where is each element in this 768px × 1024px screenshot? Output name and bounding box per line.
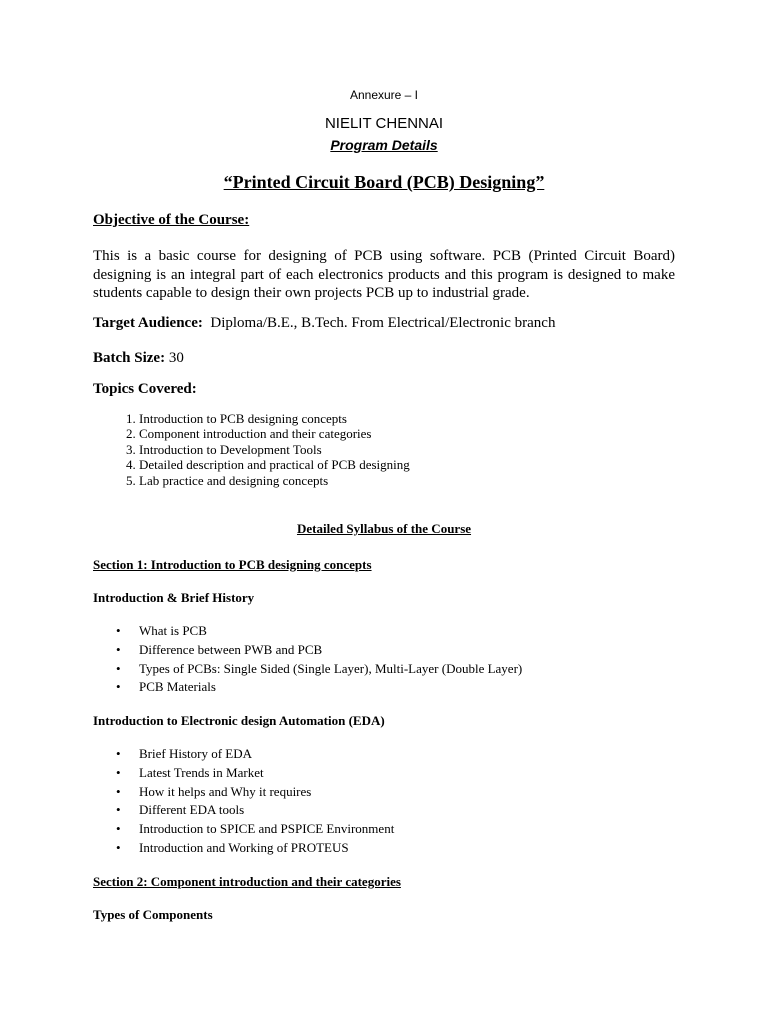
eda-heading: Introduction to Electronic design Automation (EDA)	[93, 713, 385, 728]
list-item-text: Difference between PWB and PCB	[139, 641, 323, 657]
types-of-components-heading: Types of Components	[93, 907, 213, 922]
bullet-icon: •	[116, 641, 121, 657]
list-item	[116, 641, 522, 660]
topics-list	[93, 411, 410, 488]
program-details-heading: Program Details	[330, 137, 438, 153]
list-item: 4. Detailed description and practical of PCB designing	[139, 457, 410, 472]
bullet-icon: •	[116, 839, 121, 855]
list-item-text: Different EDA tools	[139, 802, 245, 818]
objective-text: This is a basic course for designing of PCB using software. PCB (Printed Circuit Board) designing is an integral part of each electronics products and this program is designed to make students capable to design their own projects PCB up to industrial grade.	[93, 248, 675, 301]
annexure-label: Annexure – I	[349, 88, 419, 102]
eda-list	[93, 745, 394, 858]
bullet-icon: •	[116, 802, 121, 818]
list-item	[116, 783, 394, 802]
bullet-icon: •	[116, 821, 121, 837]
list-item-text: Latest Trends in Market	[139, 764, 264, 780]
batch-size	[93, 350, 184, 367]
list-item	[116, 660, 523, 679]
bullet-icon: •	[116, 623, 121, 638]
list-item-text: Introduction and Working of PROTEUS	[139, 839, 349, 855]
list-item-text: PCB Materials	[139, 679, 216, 695]
topics-heading: Topics Covered:	[93, 381, 197, 397]
list-item	[116, 745, 394, 764]
syllabus-heading: Detailed Syllabus of the Course	[296, 521, 472, 536]
target-audience-value: Diploma/B.E., B.Tech. From Electrical/Electronic branch	[210, 315, 556, 331]
list-item	[116, 801, 394, 820]
batch-size-label: Batch Size:	[93, 350, 166, 366]
list-item-text: Introduction to SPICE and PSPICE Environment	[139, 821, 395, 837]
list-item-text: Types of PCBs: Single Sided (Single Layer), Multi-Layer (Double Layer)	[139, 660, 523, 676]
list-item	[116, 839, 394, 858]
intro-history-list	[93, 622, 522, 697]
list-item: 5. Lab practice and designing concepts	[139, 473, 410, 488]
list-item-text: How it helps and Why it requires	[139, 783, 312, 799]
bullet-icon: •	[116, 764, 121, 780]
list-item-text: Brief History of EDA	[139, 746, 253, 761]
batch-size-value: 30	[168, 350, 184, 366]
bullet-icon: •	[116, 679, 121, 695]
objective-heading: Objective of the Course:	[93, 212, 250, 228]
target-audience-label: Target Audience:	[93, 315, 203, 331]
intro-history-heading: Introduction & Brief History	[93, 590, 255, 605]
list-item: 1. Introduction to PCB designing concepts	[139, 411, 410, 426]
list-item	[116, 622, 522, 641]
bullet-icon: •	[116, 660, 121, 676]
bullet-icon: •	[116, 746, 121, 761]
list-item	[116, 764, 394, 783]
list-item: 2. Component introduction and their categories	[139, 426, 410, 441]
course-title: “Printed Circuit Board (PCB) Designing”	[223, 172, 545, 192]
bullet-icon: •	[116, 783, 121, 799]
list-item-text: What is PCB	[139, 623, 207, 638]
target-audience	[93, 315, 555, 332]
org-name: NIELIT CHENNAI	[324, 115, 444, 132]
list-item	[116, 820, 395, 839]
list-item	[116, 678, 522, 697]
list-item: 3. Introduction to Development Tools	[139, 442, 410, 457]
section-2-heading: Section 2: Component introduction and their categories	[93, 874, 401, 889]
section-1-heading: Section 1: Introduction to PCB designing concepts	[93, 557, 372, 572]
